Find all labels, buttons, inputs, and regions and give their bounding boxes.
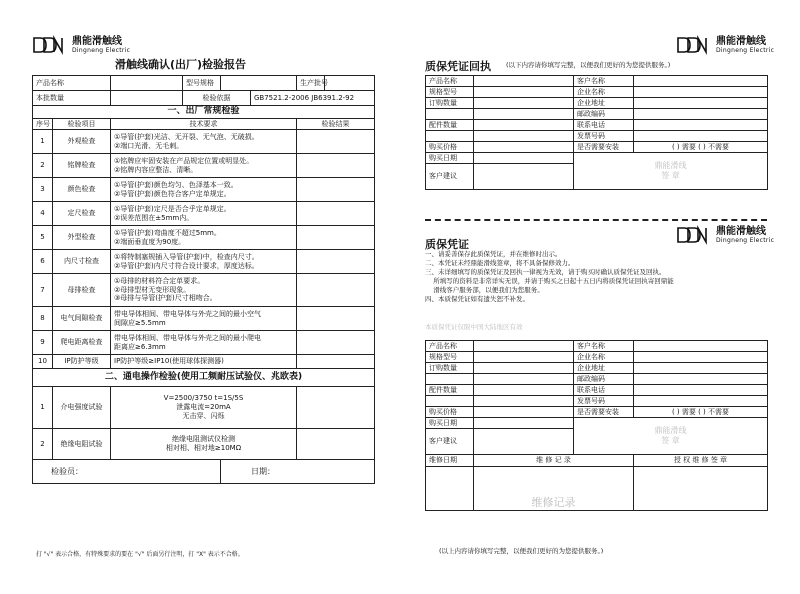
form-row — [426, 352, 768, 363]
row-item: 定尺检查 — [53, 202, 111, 226]
row-item: 外观检查 — [53, 130, 111, 154]
cert-note-line: 四、本质保凭证如有遗失恕不补发。 — [425, 295, 529, 303]
cert-note-line: 所填写的资料是非常详实无误，并请于购买之日起十五日内将质保凭证回执寄回鼎能 — [425, 277, 674, 285]
row-no: 7 — [33, 274, 53, 307]
row-req — [111, 226, 297, 250]
repair-record-field[interactable] — [474, 467, 634, 511]
brand-name: 鼎能滑触线 — [716, 226, 766, 237]
row-req — [111, 130, 297, 154]
field-model[interactable] — [221, 76, 297, 91]
form-field[interactable] — [474, 142, 574, 153]
repair-date-field[interactable] — [426, 467, 474, 511]
form-label: 企业名称 — [574, 352, 634, 363]
cut-line — [425, 219, 767, 221]
req-line: 带电导体相间、带电导体与外壳之间的最小空气 — [114, 309, 261, 318]
basis-value: GB7521.2-2006 JB6391.2-92 — [251, 91, 375, 106]
form-label: 配件数量 — [426, 385, 474, 396]
brand-name-en: Dingneng Electric — [716, 237, 775, 244]
table-row — [33, 178, 375, 202]
form-field[interactable] — [634, 407, 768, 418]
form-field[interactable] — [474, 164, 574, 190]
row-req — [111, 250, 297, 274]
form-label: 联系电话 — [574, 385, 634, 396]
req-line: ③母排与导管(护套)尺寸相吻合。 — [114, 294, 217, 303]
cert-note-line: 滑线客户服务部，以便我们为您服务。 — [425, 286, 544, 294]
receipt-table — [425, 75, 768, 190]
form-field[interactable] — [634, 341, 768, 352]
footnote: 打 "√" 表示合格，有特殊要求的要在 "√" 后面另行注明，打 "X" 表示不合格。 — [36, 551, 244, 558]
report-table — [32, 75, 375, 484]
req-line: ①导管(护套)光洁、无开裂、无气泡、无破损。 — [114, 132, 259, 141]
row-result[interactable] — [297, 355, 375, 369]
cert-note-line: 二、本凭证未经鼎能滑线签章，将不具备保修效力。 — [425, 259, 575, 267]
repair-record-watermark: 维修记录 — [531, 496, 576, 510]
inspector-cell[interactable] — [33, 460, 221, 484]
form-field[interactable] — [634, 76, 768, 87]
label-basis: 检验依据 — [183, 91, 251, 106]
date-cell[interactable] — [221, 460, 375, 484]
row-result[interactable] — [297, 130, 375, 154]
row-no: 8 — [33, 307, 53, 331]
col-no: 序号 — [33, 119, 53, 130]
auth-stamp-field[interactable] — [634, 467, 768, 511]
form-row — [426, 363, 768, 374]
label-product-name: 产品名称 — [33, 76, 111, 91]
req-line: IP防护等级≥IP10(使用球体探测器) — [114, 357, 224, 366]
form-label — [426, 374, 474, 385]
elec-rows — [33, 387, 375, 460]
form-label: 邮政编码 — [574, 374, 634, 385]
form-row — [426, 76, 768, 87]
check-rows — [33, 130, 375, 369]
section-2-title: 二、通电操作检验(使用工频耐压试验仪、兆欧表) — [33, 369, 375, 387]
form-label: 购买价格 — [426, 407, 474, 418]
table-row — [33, 307, 375, 331]
row-result[interactable] — [297, 154, 375, 178]
stamp-sign: 签 章 — [661, 436, 680, 445]
row-item: 外型检查 — [53, 226, 111, 250]
form-label: 客户名称 — [574, 341, 634, 352]
row-req — [111, 331, 297, 355]
brand-name-en: Dingneng Electric — [716, 47, 775, 54]
form-field[interactable] — [474, 131, 574, 142]
form-field[interactable] — [474, 429, 574, 455]
form-field[interactable] — [474, 98, 574, 109]
row-no: 6 — [33, 250, 53, 274]
form-row — [426, 407, 768, 418]
label-model: 型号规格 — [183, 76, 221, 91]
row-no: 5 — [33, 226, 53, 250]
req-line: ①母排的材料符合定单要求。 — [114, 276, 205, 285]
form-label: 是否需要安装 — [574, 142, 634, 153]
row-result[interactable] — [297, 274, 375, 307]
install-options[interactable]: ( ) 需要 ( ) 不需要 — [671, 407, 730, 416]
form-label: 订购数量 — [426, 363, 474, 374]
inspector-label: 检验员： — [51, 466, 83, 476]
table-row — [33, 387, 375, 429]
table-row — [33, 355, 375, 369]
req-line: ①导管(护套)定尺是否合乎定单规定。 — [114, 204, 231, 213]
repair-date-label: 维修日期 — [426, 455, 474, 467]
col-req: 技术要求 — [111, 119, 297, 130]
row-no: 9 — [33, 331, 53, 355]
table-row — [33, 331, 375, 355]
form-label: 产品名称 — [426, 341, 474, 352]
stamp-area[interactable] — [574, 418, 768, 455]
col-result: 检验结果 — [297, 119, 375, 130]
req-line: V=2500/3750 t=1S/5S — [163, 394, 244, 403]
brand-name: 鼎能滑触线 — [72, 36, 122, 47]
dn-logo-icon — [676, 226, 712, 244]
brand-name: 鼎能滑触线 — [716, 36, 766, 47]
cert-table — [425, 340, 768, 511]
form-row — [426, 418, 768, 429]
row-result[interactable] — [297, 387, 375, 429]
row-req — [111, 154, 297, 178]
cert-faint-note: 本质保凭证仅限中国大陆地区有效 — [425, 323, 523, 331]
row-req — [111, 178, 297, 202]
form-label: 联系电话 — [574, 120, 634, 131]
row-result[interactable] — [297, 226, 375, 250]
req-line: ②误差范围在±5mm内。 — [114, 213, 194, 222]
req-line: 相对相、相对地≥10MΩ — [165, 444, 242, 452]
form-row — [426, 385, 768, 396]
table-row — [33, 274, 375, 307]
row-result[interactable] — [297, 429, 375, 460]
req-line: 间隙应≥5.5mm — [114, 318, 166, 327]
form-label: 规格型号 — [426, 87, 474, 98]
row-item: 爬电距离检查 — [53, 331, 111, 355]
receipt-subtitle: (以下内容请你填写完整，以便我们更好的为您提供服务。) — [506, 61, 671, 69]
form-label: 客户名称 — [574, 76, 634, 87]
form-field[interactable] — [634, 374, 768, 385]
form-label: 客户建议 — [426, 429, 474, 455]
row-no: 10 — [33, 355, 53, 369]
req-line: ②端面垂直度为90度。 — [114, 237, 186, 246]
form-field[interactable] — [634, 396, 768, 407]
row-result[interactable] — [297, 307, 375, 331]
req-line: 无击穿、闪烁 — [182, 411, 225, 420]
form-field[interactable] — [634, 98, 768, 109]
section-1-title: 一、出厂常规检验 — [33, 106, 375, 119]
table-row — [33, 226, 375, 250]
table-row — [33, 429, 375, 460]
form-row — [426, 109, 768, 120]
form-field[interactable] — [474, 120, 574, 131]
req-line: ②母排型材无变形现象。 — [114, 285, 191, 294]
form-label: 配件数量 — [426, 120, 474, 131]
table-row — [33, 154, 375, 178]
req-line: ②导管(护套)内尺寸符合设计要求，厚度达标。 — [114, 261, 259, 270]
dn-logo-icon — [676, 36, 712, 54]
table-row — [33, 130, 375, 154]
row-req — [111, 307, 297, 331]
form-field[interactable] — [634, 363, 768, 374]
form-row — [426, 341, 768, 352]
req-line: ②导管(护套)颜色符合客户定单规定。 — [114, 189, 231, 198]
brand-logo-receipt — [676, 36, 774, 54]
repair-record-label: 维 修 记 录 — [474, 455, 634, 467]
row-result[interactable] — [297, 178, 375, 202]
form-field[interactable] — [634, 385, 768, 396]
row-item: 电气间隙检查 — [53, 307, 111, 331]
repair-header — [426, 455, 768, 467]
row-no: 3 — [33, 178, 53, 202]
form-field[interactable] — [474, 109, 574, 120]
req-line: 距离应≥6.3mm — [114, 342, 166, 351]
label-batch-no: 生产批号 — [297, 76, 325, 91]
form-label: 企业地址 — [574, 98, 634, 109]
row-req — [111, 387, 297, 429]
form-field[interactable] — [634, 352, 768, 363]
receipt-title: 质保凭证回执 — [425, 60, 491, 73]
report-title: 滑触线确认(出厂)检验报告 — [115, 58, 247, 71]
req-line: ①铭牌应牢固安装在产品规定位置或明显处。 — [114, 156, 254, 165]
row-no: 4 — [33, 202, 53, 226]
form-label: 规格型号 — [426, 352, 474, 363]
table-row — [33, 250, 375, 274]
form-field[interactable] — [474, 407, 574, 418]
row-no: 2 — [33, 154, 53, 178]
req-line: ①导管(护套)颜色均匀、色泽基本一致。 — [114, 180, 238, 189]
field-batch-qty[interactable] — [111, 91, 183, 106]
row-req — [111, 274, 297, 307]
brand-name-en: Dingneng Electric — [72, 47, 131, 54]
label-batch-qty: 本批数量 — [33, 91, 111, 106]
form-field[interactable] — [634, 142, 768, 153]
dn-logo-icon — [32, 36, 68, 54]
row-no: 1 — [33, 130, 53, 154]
form-field[interactable] — [474, 87, 574, 98]
form-field[interactable] — [474, 374, 574, 385]
req-line: 绝缘电阻测试仪检测 — [172, 435, 235, 444]
row-result[interactable] — [297, 202, 375, 226]
form-label: 购买日期 — [426, 153, 474, 164]
form-row — [426, 142, 768, 153]
field-product-name[interactable] — [111, 76, 183, 91]
form-field[interactable] — [474, 396, 574, 407]
date-label: 日期： — [251, 466, 275, 476]
row-item: 母排检查 — [53, 274, 111, 307]
form-field[interactable] — [634, 87, 768, 98]
row-result[interactable] — [297, 250, 375, 274]
form-row — [426, 120, 768, 131]
form-field[interactable] — [474, 341, 574, 352]
req-line: ①导管(护套)弯曲度不超过5mm。 — [114, 228, 221, 237]
repair-body — [426, 467, 768, 511]
install-options[interactable]: ( ) 需要 ( ) 不需要 — [671, 142, 730, 151]
form-field[interactable] — [474, 352, 574, 363]
req-line: ②铭牌内容应整洁、清晰。 — [114, 165, 198, 174]
form-row — [426, 396, 768, 407]
row-req — [111, 202, 297, 226]
req-line: ②端口光滑、无毛刺。 — [114, 141, 184, 150]
row-req — [111, 355, 297, 369]
form-label: 客户建议 — [426, 164, 474, 190]
row-item: 颜色检查 — [53, 178, 111, 202]
cert-note-line: 一、请妥善保存此质保凭证，并在维修时出示。 — [425, 250, 562, 258]
stamp-text: 鼎能滑线 — [654, 161, 687, 170]
row-item: IP防护等级 — [53, 355, 111, 369]
form-field[interactable] — [474, 76, 574, 87]
row-item: 内尺寸检查 — [53, 250, 111, 274]
form-label — [426, 396, 474, 407]
form-label: 购买日期 — [426, 418, 474, 429]
col-item: 检验项目 — [53, 119, 111, 130]
row-no: 2 — [33, 429, 53, 460]
form-field[interactable] — [634, 131, 768, 142]
row-item: 绝缘电阻试验 — [53, 429, 111, 460]
form-label — [426, 131, 474, 142]
form-label: 是否需要安装 — [574, 407, 634, 418]
form-field[interactable] — [634, 120, 768, 131]
form-field[interactable] — [634, 109, 768, 120]
stamp-sign: 签 章 — [661, 171, 680, 180]
cert-title: 质保凭证 — [425, 238, 469, 251]
form-label: 企业名称 — [574, 87, 634, 98]
stamp-area[interactable] — [574, 153, 768, 190]
form-label: 发票号码 — [574, 396, 634, 407]
form-field[interactable] — [474, 385, 574, 396]
cert-notes — [425, 250, 775, 304]
req-line: 泄露电流=20mA — [176, 403, 231, 412]
form-label: 产品名称 — [426, 76, 474, 87]
form-row — [426, 98, 768, 109]
cert-bottom-note: (以上内容请你填写完整，以便我们更好的为您提供服务。) — [439, 547, 604, 555]
auth-stamp-label: 授 权 维 修 签 章 — [634, 455, 768, 467]
row-result[interactable] — [297, 331, 375, 355]
form-field[interactable] — [474, 153, 574, 164]
brand-logo-left — [32, 36, 130, 54]
stamp-text: 鼎能滑线 — [654, 426, 687, 435]
table-row — [33, 202, 375, 226]
row-item: 铭牌检查 — [53, 154, 111, 178]
cert-note-line: 三、未详细填写的质保凭证及回执一律视为无效，请于购买时确认质保凭证及回执。 — [425, 268, 666, 276]
form-row — [426, 153, 768, 164]
field-batch-no[interactable] — [325, 76, 375, 91]
form-row — [426, 87, 768, 98]
form-label: 订购数量 — [426, 98, 474, 109]
req-line: ①将特制塞规插入导管(护套)中，检查内尺寸。 — [114, 252, 259, 261]
brand-logo-cert — [676, 226, 774, 244]
form-label: 购买价格 — [426, 142, 474, 153]
form-field[interactable] — [474, 418, 574, 429]
form-label: 发票号码 — [574, 131, 634, 142]
row-no: 1 — [33, 387, 53, 429]
row-item: 介电强度试验 — [53, 387, 111, 429]
form-field[interactable] — [474, 363, 574, 374]
row-req — [111, 429, 297, 460]
form-row — [426, 131, 768, 142]
req-line: 带电导体相间、带电导体与外壳之间的最小爬电 — [114, 333, 261, 342]
form-label — [426, 109, 474, 120]
form-row — [426, 374, 768, 385]
form-label: 企业地址 — [574, 363, 634, 374]
form-label: 邮政编码 — [574, 109, 634, 120]
